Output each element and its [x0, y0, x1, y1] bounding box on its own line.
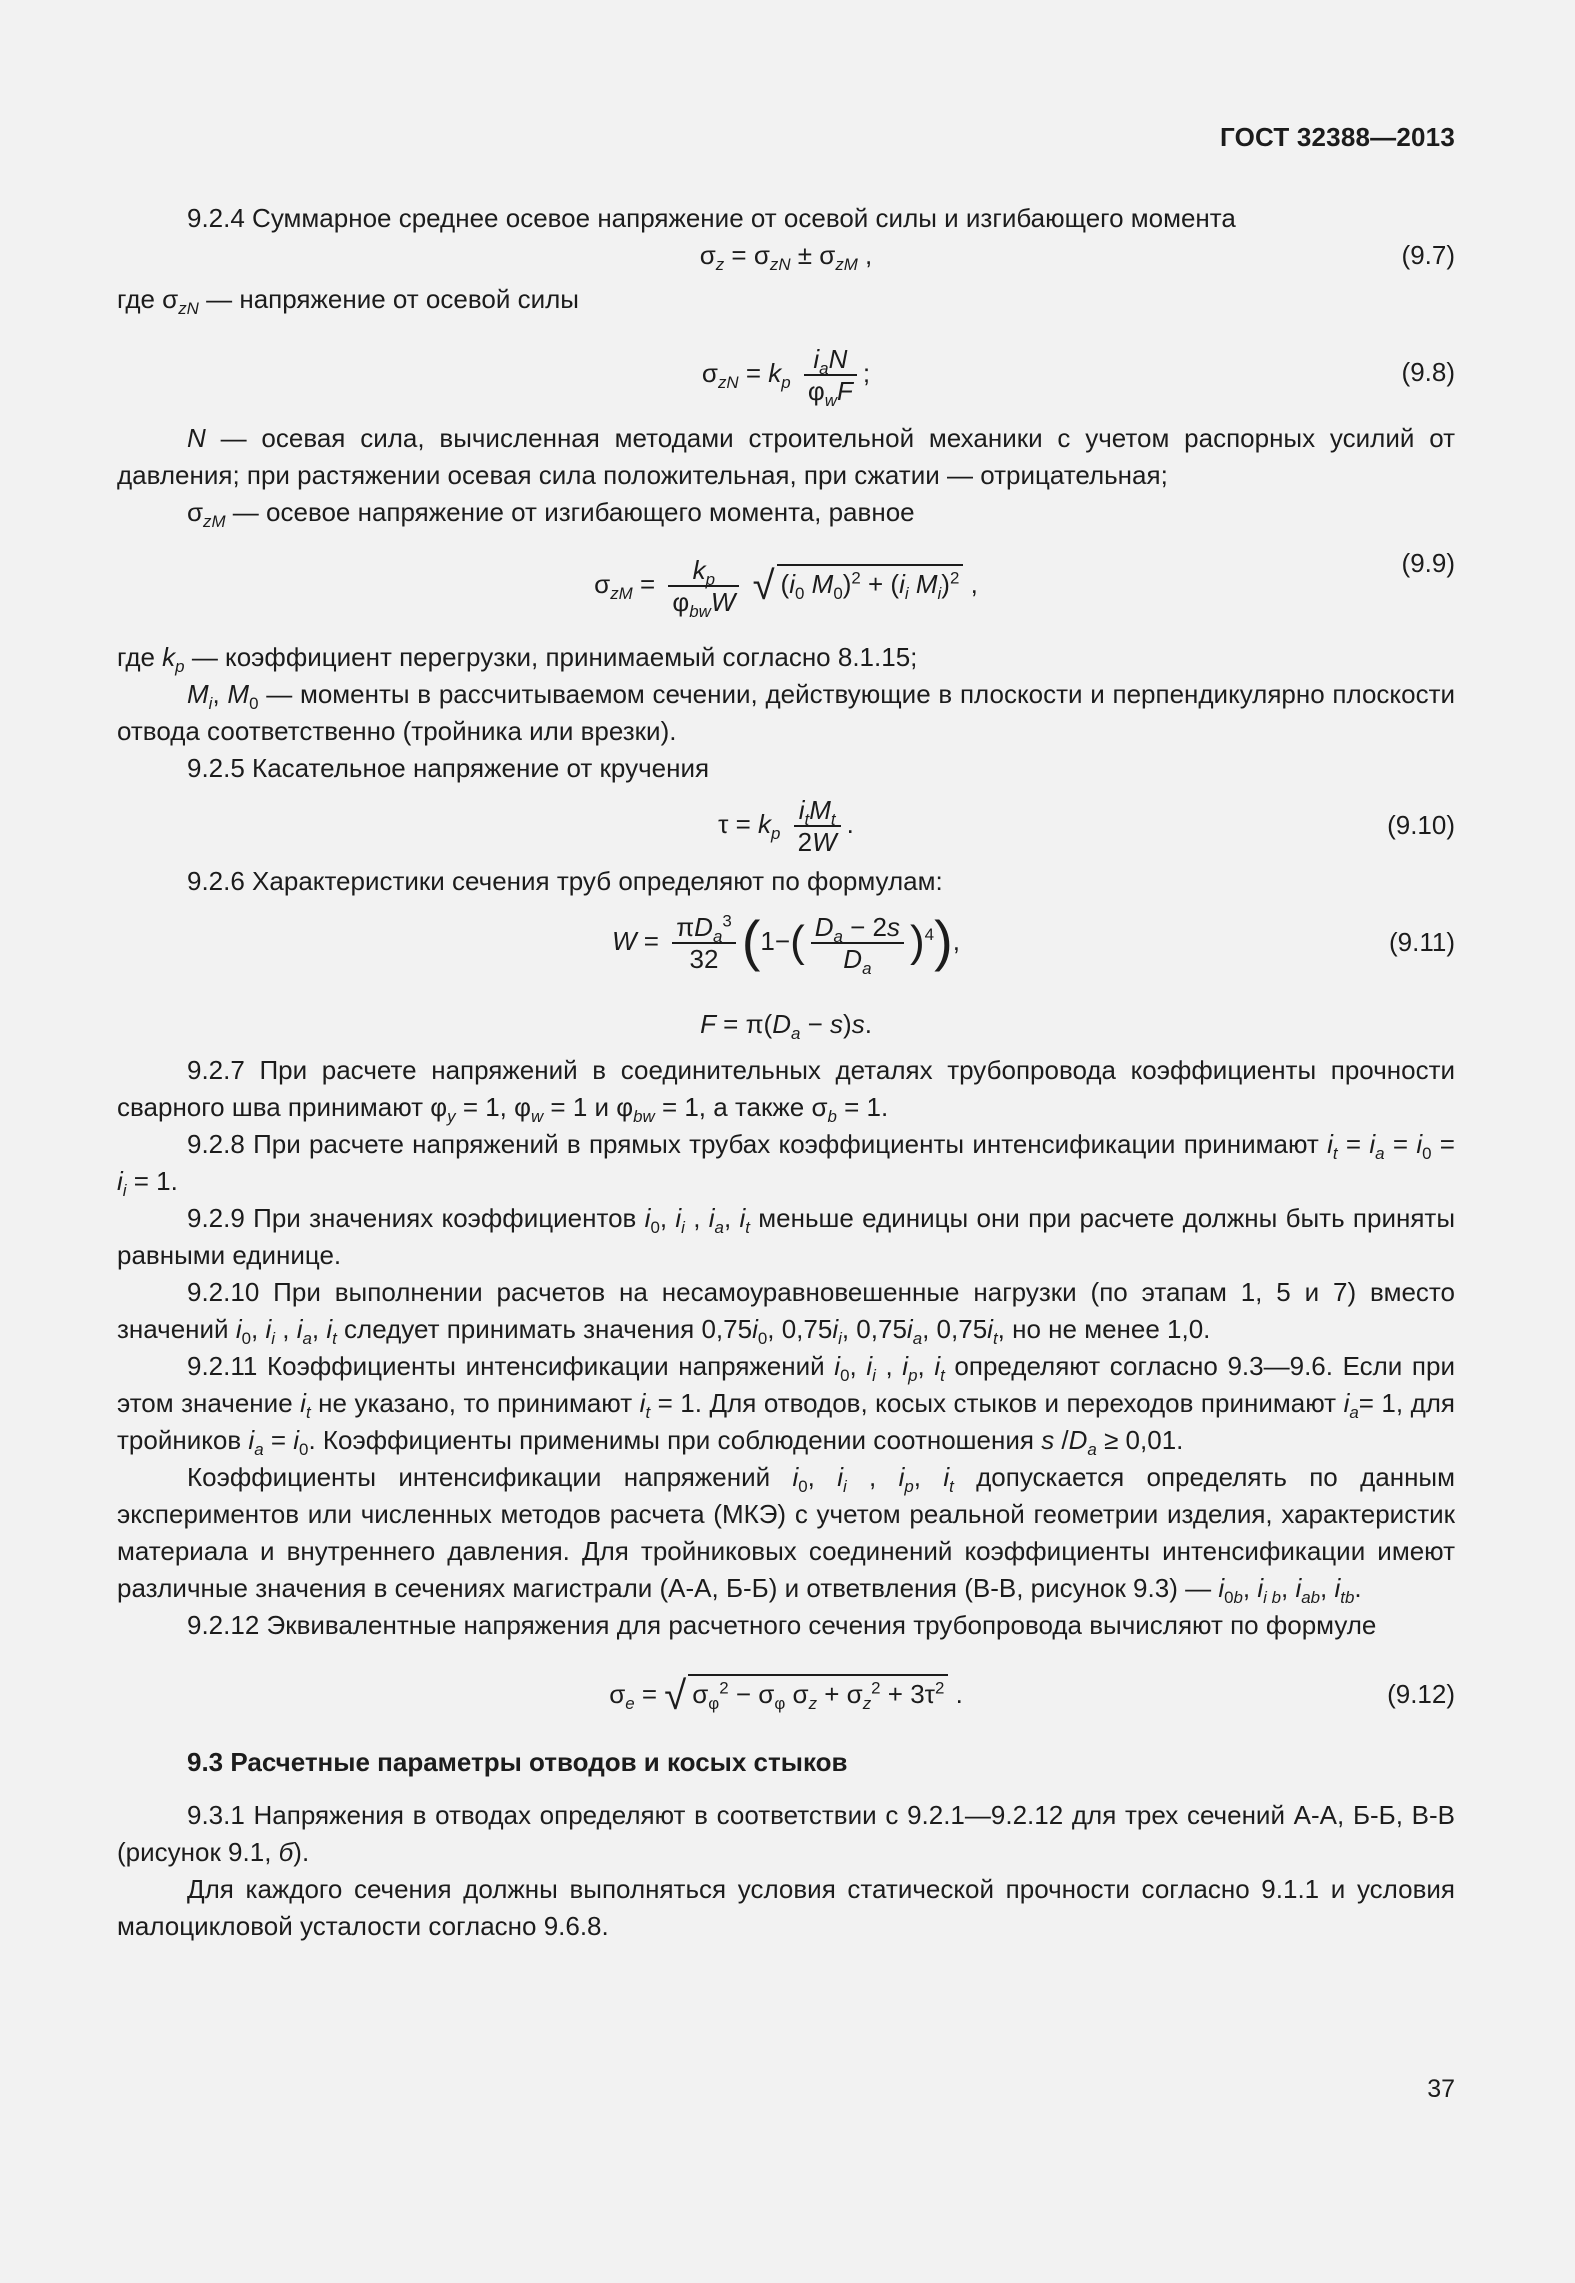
paragraph-N: N — осевая сила, вычисленная методами строительной механики с учетом распорных усилий от давления; при растяжении осевая сила положительная, при сжатии — отрицательная; — [117, 423, 1455, 490]
paragraph-coefficients: Коэффициенты интенсификации напряжений $i_0$, $i_i$ , $i_p$, $i_t$ допускается определять по данным экспериментов или численных методов расчета (МКЭ) с учетом реальной геометрии изделия, характеристик материала и внутреннего давления. Для тройниковых соединений коэффициенты интенсификации имеют различные значения в сечениях магистрали (А-А, Б-Б) и ответвления (В-В, рисунок 9.3) — $i_{0b}$, $i_{i b}$, $i_{ab}$, $i_{tb}$. — [117, 1462, 1455, 1608]
formula-9-8 — [117, 324, 1455, 420]
formula-F-expression: $F = \pi(D_a - s)s$. — [700, 1009, 872, 1044]
formula-9-12 — [117, 1644, 1455, 1738]
paragraph-last: Для каждого сечения должны выполняться условия статической прочности согласно 9.1.1 и условия малоцикловой усталости согласно 9.6.8. — [117, 1874, 1455, 1941]
paragraph-zM: $\sigma_{zM}$ — осевое напряжение от изгибающего момента, равное — [187, 497, 915, 532]
paragraph-9-2-4: 9.2.4 Суммарное среднее осевое напряжение от осевой силы и изгибающего момента — [187, 203, 1236, 233]
paragraph-where-zN: где $\sigma_{zN}$ — напряжение от осевой силы — [117, 284, 579, 319]
formula-F — [117, 1000, 1455, 1052]
formula-9-9-expression: $\sigma_{zM}$ = $\frac{k_p}{\varphi_{bw}W}$ √ ($i_0$ $M_0)^2 + (i_i$ $M_i)^2$ , — [594, 555, 978, 622]
paragraph-9-2-10: 9.2.10 При выполнении расчетов на несамоуравновешенные нагрузки (по этапам 1, 5 и 7) вместо значений $i_0$, $i_i$ , $i_a$, $i_t$ следует принимать значения $0,75i_0$, $0,75i_i$, $0,75i_a$, $0,75i_t$, но не менее 1,0. — [117, 1277, 1455, 1349]
formula-9-10-number: (9.10) — [1387, 810, 1455, 840]
paragraph-kp: где $k_p$ — коэффициент перегрузки, принимаемый согласно 8.1.15; — [117, 642, 918, 677]
paragraph-Mi-M0: $M_i$, $M_0$ — моменты в рассчитываемом сечении, действующие в плоскости и перпендикулярно плоскости отвода соответственно (тройника или врезки). — [117, 679, 1455, 746]
formula-9-12-number: (9.12) — [1387, 1679, 1455, 1709]
formula-9-9-number: (9.9) — [1401, 548, 1455, 578]
formula-9-9 — [117, 531, 1455, 639]
paragraph-9-3-1: 9.3.1 Напряжения в отводах определяют в соответствии с 9.2.1—9.2.12 для трех сечений А-А, Б-Б, В-В (рисунок 9.1, б). — [117, 1800, 1455, 1867]
paragraph-9-2-6: 9.2.6 Характеристики сечения труб определяют по формулам: — [187, 866, 943, 896]
formula-9-7-number: (9.7) — [1401, 240, 1455, 270]
formula-9-8-expression: $\sigma_{zN} = k_p$ $\frac{i_aN}{\varphi_wF}$ ; — [701, 344, 871, 411]
page-content — [117, 200, 1455, 1945]
document-code: ГОСТ 32388—2013 — [1220, 122, 1455, 152]
formula-9-8-number: (9.8) — [1401, 357, 1455, 387]
paragraph-9-2-8: 9.2.8 При расчете напряжений в прямых трубах коэффициенты интенсификации принимают $i_t = i_a = i_0 = i_i = 1$. — [117, 1129, 1455, 1201]
paragraph-9-2-12: 9.2.12 Эквивалентные напряжения для расчетного сечения трубопровода вычисляют по формуле — [187, 1610, 1377, 1640]
formula-9-12-expression: $\sigma_e$ = √ $\sigma_\varphi^2 - \sigma_\varphi$ $\sigma_z + \sigma_z^2 + 3\tau^2$ . — [609, 1674, 963, 1718]
formula-9-11-number: (9.11) — [1389, 927, 1455, 957]
paragraph-9-2-9: 9.2.9 При значениях коэффициентов $i_0$, $i_i$ , $i_a$, $i_t$ меньше единицы они при расчете должны быть приняты равными единице. — [117, 1203, 1456, 1270]
page-number: 37 — [1427, 2075, 1455, 2103]
formula-9-10 — [117, 787, 1455, 863]
formula-9-7-expression: $\sigma_z = \sigma_{zN} \pm \sigma_{zM}$ , — [699, 240, 873, 275]
paragraph-9-2-7: 9.2.7 При расчете напряжений в соединительных деталях трубопровода коэффициенты прочности сварного шва принимают $\varphi_y = 1$, $\varphi_w = 1$ и $\varphi_{bw} = 1$, а также $\sigma_b = 1$. — [117, 1055, 1455, 1127]
formula-9-11 — [117, 900, 1455, 1000]
formula-9-7 — [117, 237, 1455, 281]
section-title-9-3: 9.3 Расчетные параметры отводов и косых стыков — [187, 1747, 848, 1777]
formula-9-11-expression: W = $\frac{\pi D_a^3}{32}$ (1−( $\frac{D_a - 2s}{D_a}$ )$^4$), — [612, 908, 960, 979]
paragraph-9-2-5: 9.2.5 Касательное напряжение от кручения — [187, 753, 710, 783]
paragraph-9-2-11: 9.2.11 Коэффициенты интенсификации напряжений $i_0$, $i_i$ , $i_p$, $i_t$ определяют согласно 9.3—9.6. Если при этом значение $i_t$ не указано, то принимают $i_t = 1$. Для отводов, косых стыков и переходов принимают $i_a= 1$, для тройников $i_a = i_0$. Коэффициенты применимы при соблюдении соотношения s $/D_a \ge 0,01$. — [117, 1351, 1456, 1460]
formula-9-10-expression: $\tau = k_p$ $\frac{i_tM_t}{2W}$ . — [718, 795, 854, 857]
